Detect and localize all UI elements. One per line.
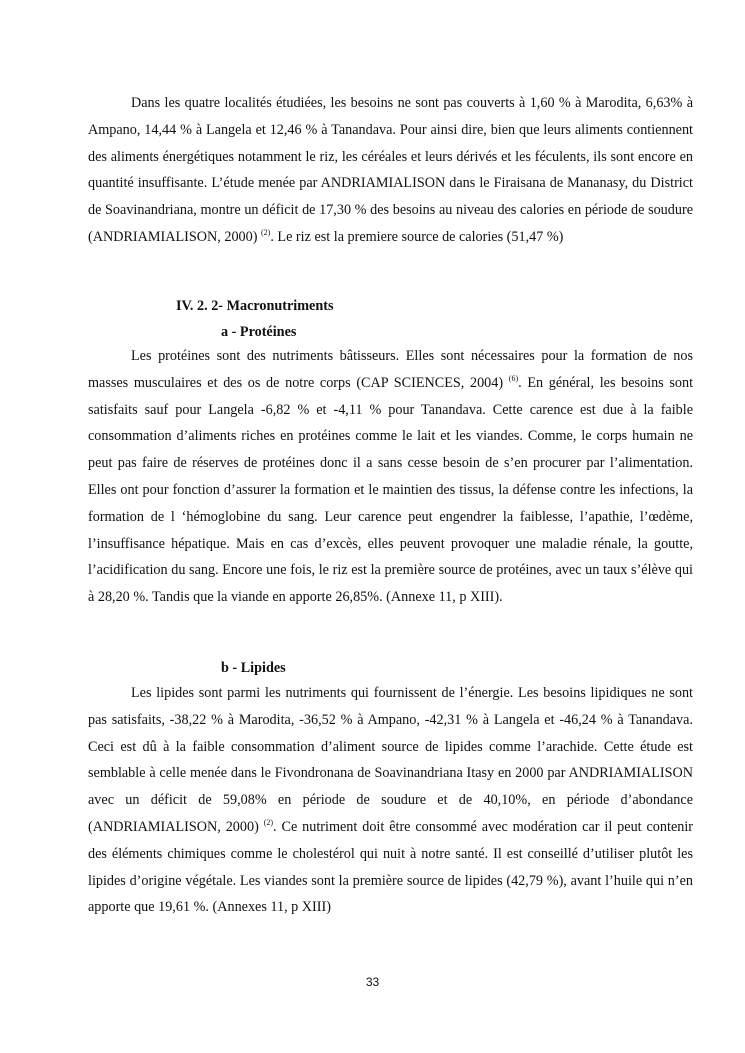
lipides-text-1: Les lipides sont parmi les nutriments qui fournissent de l’énergie. Les besoins lipidiques ne sont pas satisfaits, -38,22 % à Marodita, -36,52 % à Ampano, -42,31 % à Langela et -46,24 % à Tanandava. Ceci est dû à la faible consommation d’aliment source de lipides comme l’arachide. Cette étude est semblable à celle menée dans le Fivondronana de Soavinandriana Itasy en 2000 par ANDRIAMIALISON avec un déficit de 59,08% en période de soudure et de 40,10%, en période d’abondance (ANDRIAMIALISON, 2000) <box>88 685 693 835</box>
proteines-heading: a - Protéines <box>221 324 297 340</box>
proteines-text-1: Les protéines sont des nutriments bâtisseurs. Elles sont nécessaires pour la formation de nos masses musculaires et des os de notre corps (CAP SCIENCES, 2004) <box>88 348 693 391</box>
section-heading: IV. 2. 2- Macronutriments <box>176 298 334 314</box>
lipides-paragraph <box>88 680 693 921</box>
intro-paragraph <box>88 90 693 251</box>
proteines-text-2: . En général, les besoins sont satisfaits sauf pour Langela -6,82 % et -4,11 % pour Tanandava. Cette carence est due à la faible consommation d’aliments riches en protéines comme le lait et les viandes. Comme, le corps humain ne peut pas faire de réserves de protéines donc il a sans cesse besoin de s’en procurer par l’alimentation. Elles ont pour fonction d’assurer la formation et le maintien des tissus, la défense contre les infections, la formation de l ‘hémoglobine du sang. Leur carence peut engendrer la faiblesse, l’apathie, l’œdème, l’insuffisance hépatique. Mais en cas d’excès, elles peuvent provoquer une maladie rénale, la goutte, l’acidification du sang. Encore une fois, le riz est la première source de protéines, avec un taux s’élève qui à 28,20 %. Tandis que la viande en apporte 26,85%. (Annexe 11, p XIII). <box>88 374 694 606</box>
proteines-paragraph <box>88 343 693 611</box>
page-number: 33 <box>365 975 380 989</box>
lipides-heading: b - Lipides <box>221 660 286 676</box>
lipides-reference: (2) <box>263 817 274 827</box>
intro-reference: (2) <box>261 227 271 237</box>
intro-text: Dans les quatre localités étudiées, les besoins ne sont pas couverts à 1,60 % à Marodita, 6,63% à Ampano, 14,44 % à Langela et 12,46 % à Tanandava. Pour ainsi dire, bien que leurs aliments contiennent des aliments énergétiques notamment le riz, les céréales et leurs dérivés et les féculents, ils sont encore en quantité insuffisante. L’étude menée par ANDRIAMIALISON dans le Firaisana de Mananasy, du District de Soavinandriana, montre un déficit de 17,30 % des besoins au niveau des calories en période de soudure (ANDRIAMIALISON, 2000) <box>88 95 693 245</box>
proteines-reference: (6) <box>508 373 519 383</box>
lipides-text-2: . Ce nutriment doit être consommé avec modération car il peut contenir des éléments chimiques comme le cholestérol qui nuit à notre santé. Il est conseillé d’utiliser plutôt les lipides d’origine végétale. Les viandes sont la première source de lipides (42,79 %), avant l’huile qui n’en apporte que 19,61 %. (Annexes 11, p XIII) <box>88 818 693 916</box>
intro-tail: . Le riz est la premiere source de calories (51,47 %) <box>270 228 564 245</box>
